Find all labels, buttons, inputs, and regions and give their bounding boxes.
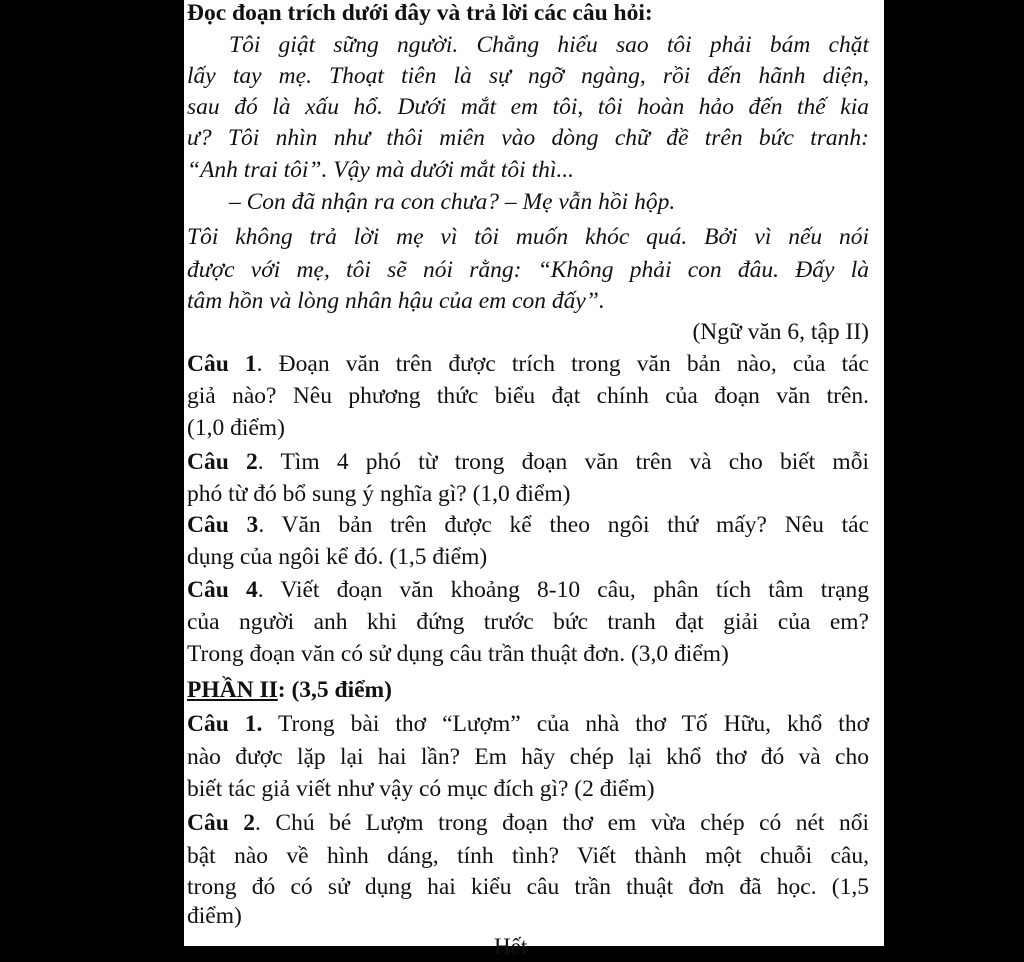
question-text: . Viết đoạn văn khoảng 8-10 câu, phân tích tâm trạng [257,577,870,603]
question-label: Câu 4 [187,577,258,603]
question-line: trong đó có sử dụng hai kiểu câu trần thuật đơn đã học. (1,5 [187,874,869,900]
question-line [187,447,869,477]
question-text: Trong bài thơ “Lượm” của nhà thơ Tố Hữu, khổ thơ [262,711,869,737]
question-line: nào được lặp lại hai lần? Em hãy chép lại khổ thơ đó và cho [187,744,869,770]
question-line [187,575,869,605]
part2-title: PHẦN II [187,677,278,703]
question-line: của người anh khi đứng trước bức tranh đạt giải của em? [187,609,869,635]
question-text: . Đoạn văn trên được trích trong văn bản nào, của tác [256,351,869,377]
question-line [187,709,869,739]
question-text: . Văn bản trên được kể theo ngôi thứ mấy? Nêu tác [258,512,869,538]
question-line: biết tác giả viết như vậy có mục đích gì? (2 điểm) [187,776,655,802]
part2-heading [187,675,869,705]
question-line: (1,0 điểm) [187,415,285,441]
question-text: . Chú bé Lượm trong đoạn thơ em vừa chép có nét nổi [255,810,869,836]
passage-line: sau đó là xấu hổ. Dưới mắt em tôi, tôi hoàn hảo đến thế kia [187,94,869,120]
document-page [184,0,884,959]
question-line: giả nào? Nêu phương thức biểu đạt chính của đoạn văn trên. [187,383,869,409]
cut-off-text: Hết [494,934,528,959]
question-label: Câu 3 [187,512,259,538]
question-line: bật nào về hình dáng, tính tình? Viết thành một chuỗi câu, [187,843,869,869]
question-label: Câu 2 [187,810,256,836]
part2-points: : (3,5 điểm) [277,677,392,703]
passage-line: ư? Tôi nhìn như thôi miên vào dòng chữ đề trên bức tranh: [187,125,869,151]
passage-line: Tôi giật sững người. Chẳng hiểu sao tôi phải bám chặt [229,32,869,58]
question-line: điểm) [187,903,242,929]
passage-line: lấy tay mẹ. Thoạt tiên là sự ngỡ ngàng, rồi đến hãnh diện, [187,63,869,89]
question-line: Trong đoạn văn có sử dụng câu trần thuật đơn. (3,0 điểm) [187,641,729,667]
question-label: Câu 2 [187,449,258,475]
source-citation: (Ngữ văn 6, tập II) [692,319,869,345]
question-label: Câu 1 [187,351,257,377]
passage-line: tâm hồn và lòng nhân hậu của em con đấy”. [187,288,605,314]
question-line [187,349,869,379]
heading: Đọc đoạn trích dưới đây và trả lời các câu hỏi: [187,0,653,26]
passage-line: được với mẹ, tôi sẽ nói rằng: “Không phải con đâu. Đấy là [187,257,869,283]
question-line [187,808,869,838]
question-text: . Tìm 4 phó từ trong đoạn văn trên và cho biết mỗi [257,449,869,475]
question-line [187,510,869,540]
passage-line: – Con đã nhận ra con chưa? – Mẹ vẫn hồi hộp. [229,189,676,215]
passage-line: “Anh trai tôi”. Vậy mà dưới mắt tôi thì... [187,157,575,183]
question-line: phó từ đó bổ sung ý nghĩa gì? (1,0 điểm) [187,481,571,507]
question-label: Câu 1. [187,711,263,737]
question-line: dụng của ngôi kể đó. (1,5 điểm) [187,544,488,570]
passage-line: Tôi không trả lời mẹ vì tôi muốn khóc quá. Bởi vì nếu nói [187,224,869,250]
